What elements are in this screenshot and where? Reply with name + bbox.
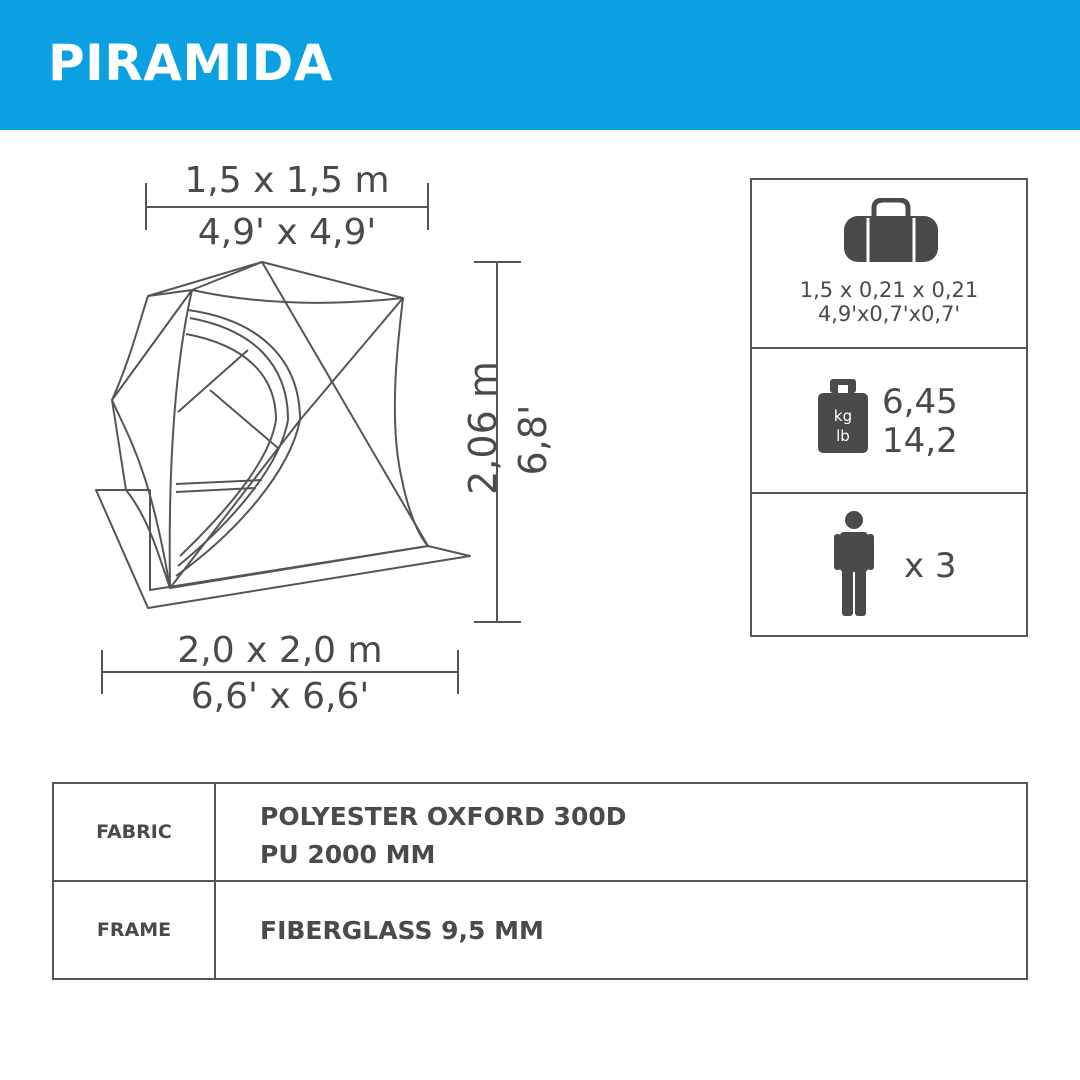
capacity-value: x 3 [904,546,957,586]
person-icon [834,510,874,616]
weight-icon [818,379,868,453]
fabric-value-line-2: PU 2000 MM [260,840,436,869]
weight-icon-kg: kg [833,407,853,425]
tent-outline [96,262,470,608]
fabric-value-line-1: POLYESTER OXFORD 300D [260,802,627,831]
fabric-label: FABRIC [54,784,216,880]
table-row-fabric [54,784,1026,882]
bag-icon [844,198,938,264]
page-title: PIRAMIDA [48,34,334,92]
weight-lb: 14,2 [882,421,958,461]
top-width-imperial: 4,9' x 4,9' [197,212,377,253]
frame-label: FRAME [54,882,216,978]
table-row-frame [54,882,1026,978]
capacity-cell [752,494,1026,635]
spec-box [750,178,1028,637]
materials-table [52,782,1028,980]
base-width-metric: 2,0 x 2,0 m [177,630,383,671]
packed-size-metric: 1,5 x 0,21 x 0,21 [799,278,979,302]
packed-size-imperial: 4,9'x0,7'x0,7' [817,302,961,326]
top-width-metric: 1,5 x 1,5 m [184,160,390,201]
frame-value: FIBERGLASS 9,5 MM [260,916,544,945]
weight-icon-lb: lb [836,427,850,445]
packed-size-cell [752,180,1026,349]
weight-cell [752,349,1026,494]
weight-kg: 6,45 [882,382,958,422]
base-width-imperial: 6,6' x 6,6' [190,676,370,717]
height-metric: 2,06 m [461,361,505,495]
height-imperial: 6,8' [511,404,555,476]
